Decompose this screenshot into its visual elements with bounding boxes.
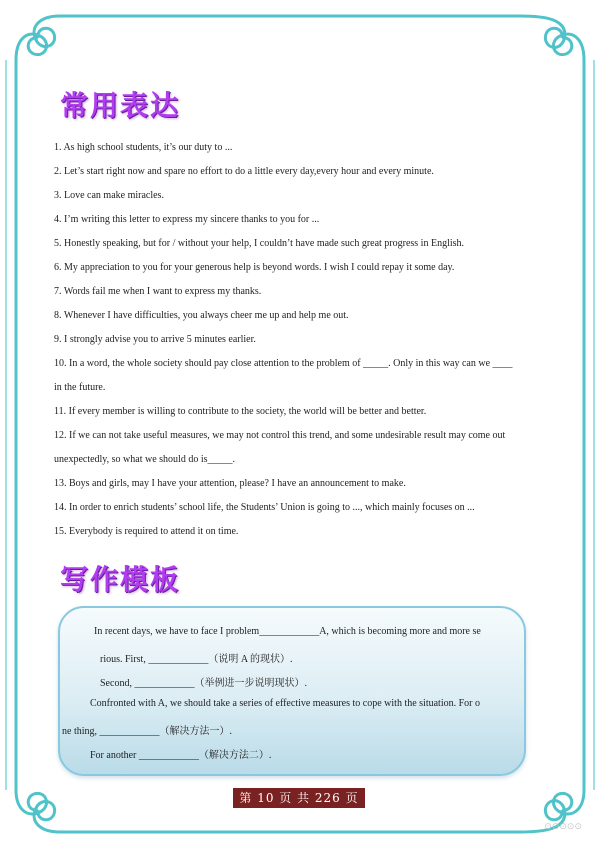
list-item: 15. Everybody is required to attend it on time. xyxy=(54,526,239,537)
list-item: 13. Boys and girls, may I have your attention, please? I have an announcement to make. xyxy=(54,478,406,489)
list-item: 5. Honestly speaking, but for / without your help, I couldn’t have made such great progress in English. xyxy=(54,238,465,249)
list-item: 1. As high school students, it’s our duty to ... xyxy=(54,142,233,153)
template-line: Second, ____________（举例进一步说明现状）. xyxy=(100,678,307,689)
list-item: 14. In order to enrich students’ school life, the Students’ Union is going to ..., which mainly focuses on ... xyxy=(54,502,475,513)
list-item: 7. Words fail me when I want to express my thanks. xyxy=(54,286,262,297)
page-number-footer: 第 10 页 共 226 页 xyxy=(233,788,365,808)
template-line: Confronted with A, we should take a series of effective measures to cope with the situation. For o xyxy=(90,698,480,709)
template-line: In recent days, we have to face I problem____________A, which is becoming more and more se xyxy=(94,626,481,637)
writing-template-box xyxy=(58,606,526,776)
list-item: 4. I’m writing this letter to express my sincere thanks to you for ... xyxy=(54,214,320,225)
list-item: 6. My appreciation to you for your generous help is beyond words. I wish I could repay it some day. xyxy=(54,262,455,273)
list-item: 8. Whenever I have difficulties, you always cheer me up and help me out. xyxy=(54,310,349,321)
list-item: 12. If we can not take useful measures, we may not control this trend, and some undesirable result may come out xyxy=(54,430,506,441)
list-item: unexpectedly, so what we should do is_____. xyxy=(54,454,235,465)
section-heading-expressions: 常用表达 xyxy=(60,89,181,122)
list-item: 11. If every member is willing to contribute to the society, the world will be better and better. xyxy=(54,406,427,417)
list-item: 2. Let’s start right now and spare no effort to do a little every day,every hour and every minute. xyxy=(54,166,434,177)
list-item: 3. Love can make miracles. xyxy=(54,190,164,201)
template-line: rious. First, ____________（说明 A 的现状）. xyxy=(100,654,293,665)
template-line: ne thing, ____________（解决方法一）. xyxy=(62,726,232,737)
list-item: 10. In a word, the whole society should pay close attention to the problem of _____. Only in this way can we ____ xyxy=(54,358,513,369)
list-item: in the future. xyxy=(54,382,106,393)
template-line: For another ____________（解决方法二）. xyxy=(90,750,272,761)
section-heading-template: 写作模板 xyxy=(60,563,181,596)
watermark: ⊙⊙⊙⊙⊙ xyxy=(544,822,582,832)
list-item: 9. I strongly advise you to arrive 5 minutes earlier. xyxy=(54,334,256,345)
expression-list xyxy=(54,136,554,544)
